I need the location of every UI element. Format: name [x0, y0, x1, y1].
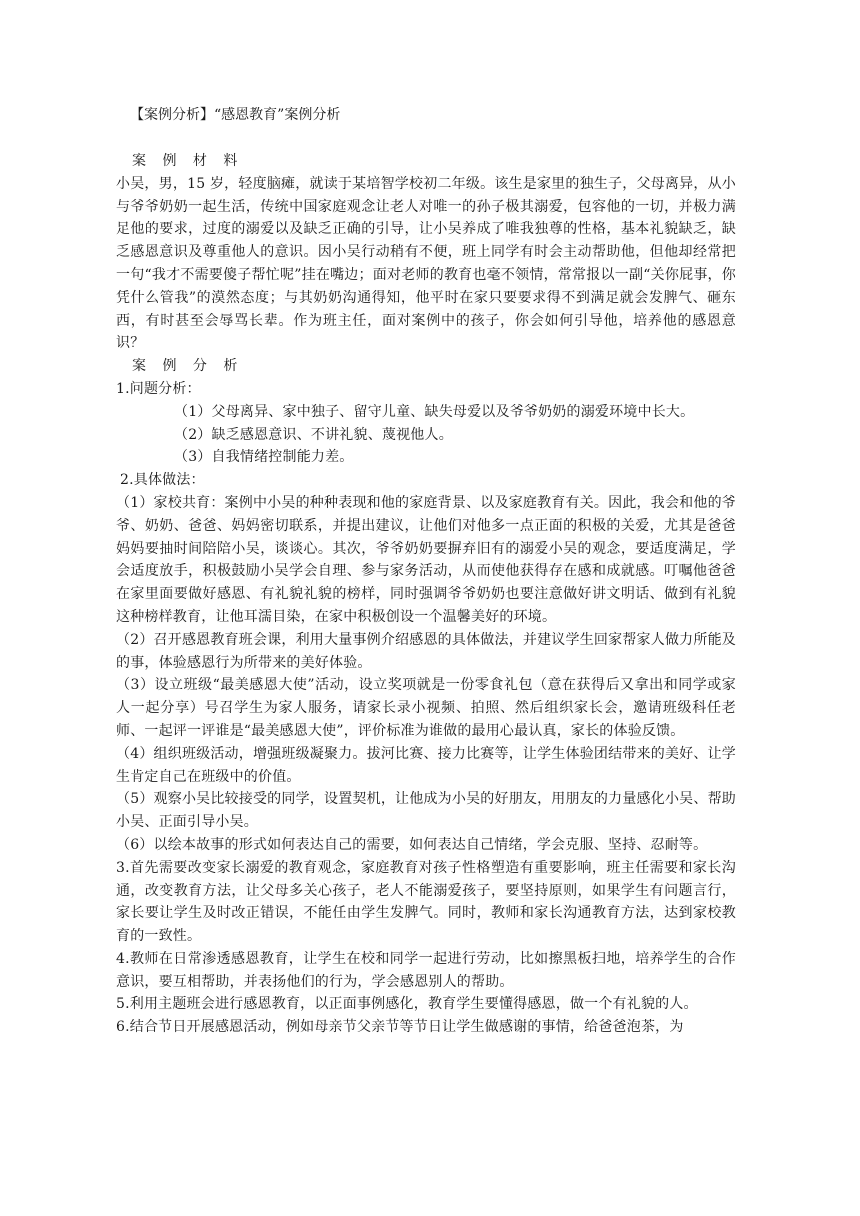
- point-paragraph: 3.首先需要改变家长溺爱的教育观念，家庭教育对孩子性格塑造有重要影响，班主任需要和家长沟通，改变教育方法，让父母多关心孩子，老人不能溺爱孩子，要坚持原则，如果学生有问题言行，家长要让学生及时改正错误，不能任由学生发脾气。同时，教师和家长沟通教育方法，达到家校教育的一致性。: [116, 859, 736, 945]
- problem-item: （2）缺乏感恩意识、不讲礼貌、蔑视他人。: [174, 426, 453, 443]
- method-paragraph: （3）设立班级“最美感恩大使”活动，设立奖项就是一份零食礼包（意在获得后又拿出和同学或家人一起分享）号召学生为家人服务，请家长录小视频、拍照、然后组织家长会，邀请班级科任老师、一起评一评谁是“最美感恩大使”，评价标准为谁做的最用心最认真，家长的体验反馈。: [116, 677, 736, 739]
- method-paragraph: （2）召开感恩教育班会课，利用大量事例介绍感恩的具体做法，并建议学生回家帮家人做力所能及的事，体验感恩行为所带来的美好体验。: [116, 631, 736, 671]
- method-paragraph: （5）观察小吴比较接受的同学，设置契机，让他成为小吴的好朋友，用朋友的力量感化小吴、帮助小吴、正面引导小吴。: [116, 791, 736, 831]
- material-heading: 案 例 材 料: [132, 153, 244, 169]
- method-heading: 2.具体做法：: [120, 472, 205, 489]
- problem-item: （1）父母离异、家中独子、留守儿童、缺失母爱以及爷爷奶奶的溺爱环境中长大。: [174, 403, 695, 420]
- document-title: 【案例分析】“感恩教育”案例分析: [130, 107, 341, 123]
- material-paragraph: 小吴，男，15 岁，轻度脑瘫，就读于某培智学校初二年级。该生是家里的独生子，父母离异，从小与爷爷奶奶一起生活，传统中国家庭观念让老人对唯一的孙子极其溺爱，包容他的一切，并极力满足他的要求，过度的溺爱以及缺乏正确的引导，让小吴养成了唯我独尊的性格，基本礼貌缺乏，缺乏感恩意识及尊重他人的意识。因小吴行动稍有不便，班上同学有时会主动帮助他，但他却经常把一句“我才不需要傻子帮忙呢”挂在嘴边；面对老师的教育也毫不领情，常常报以一副“关你屁事，你凭什么管我”的漠然态度；与其奶奶沟通得知，他平时在家只要要求得不到满足就会发脾气、砸东西，有时甚至会辱骂长辈。作为班主任，面对案例中的孩子，你会如何引导他，培养他的感恩意识？: [116, 175, 736, 352]
- problem-heading: 1.问题分析：: [116, 380, 201, 397]
- method-paragraph: （4）组织班级活动，增强班级凝聚力。拔河比赛、接力比赛等，让学生体验团结带来的美好、让学生肯定自己在班级中的价值。: [116, 745, 736, 785]
- problem-item: （3）自我情绪控制能力差。: [174, 449, 354, 466]
- point-paragraph: 4.教师在日常渗透感恩教育，让学生在校和同学一起进行劳动，比如擦黑板扫地，培养学生的合作意识，要互相帮助，并表扬他们的行为，学会感恩别人的帮助。: [116, 950, 736, 990]
- method-paragraph: （6）以绘本故事的形式如何表达自己的需要，如何表达自己情绪，学会克服、坚持、忍耐等。: [116, 836, 708, 853]
- point-paragraph: 6.结合节日开展感恩活动，例如母亲节父亲节等节日让学生做感谢的事情，给爸爸泡茶，为: [116, 1019, 684, 1036]
- document-body: [116, 150, 736, 1039]
- point-paragraph: 5.利用主题班会进行感恩教育，以正面事例感化，教育学生要懂得感恩，做一个有礼貌的人。: [116, 996, 698, 1013]
- method-paragraph: （1）家校共育：案例中小吴的种种表现和他的家庭背景、以及家庭教育有关。因此，我会和他的爷爷、奶奶、爸爸、妈妈密切联系，并提出建议，让他们对他多一点正面的积极的关爱，尤其是爸爸妈妈要抽时间陪陪小吴，谈谈心。其次，爷爷奶奶要摒弃旧有的溺爱小吴的观念，要适度满足，学会适度放手，积极鼓励小吴学会自理、参与家务活动，从而使他获得存在感和成就感。叮嘱他爸爸在家里面要做好感恩、有礼貌礼貌的榜样，同时强调爷爷奶奶也要注意做好讲文明话、做到有礼貌这种榜样教育，让他耳濡目染，在家中积极创设一个温馨美好的环境。: [116, 494, 736, 625]
- analysis-heading: 案 例 分 析: [132, 358, 244, 375]
